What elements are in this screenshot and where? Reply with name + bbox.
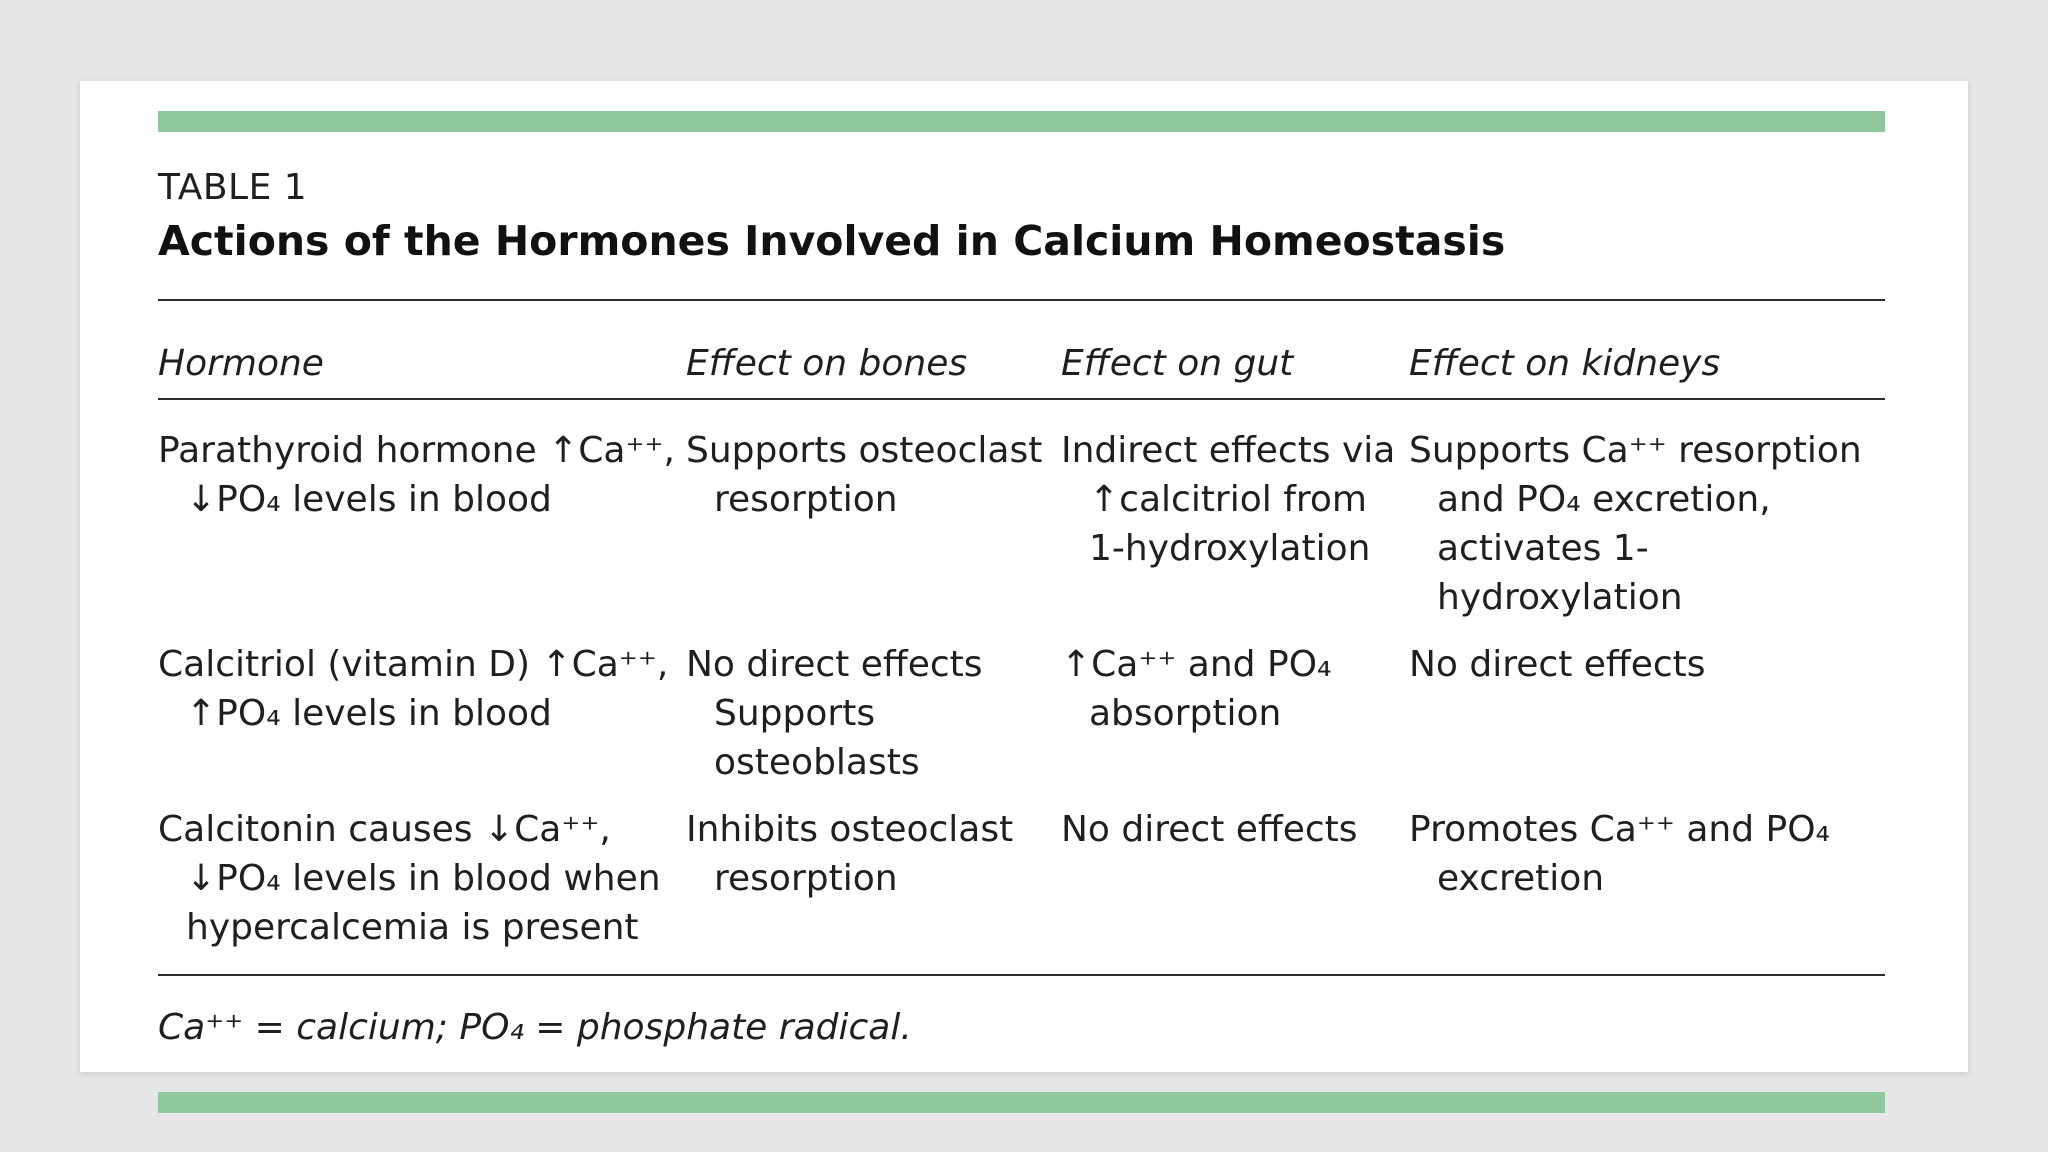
header-effect-on-kidneys: Effect on kidneys xyxy=(1409,343,1721,384)
top-accent-bar xyxy=(158,111,1885,132)
cell-hormone: Parathyroid hormone ↑Ca⁺⁺, ↓PO₄ levels in blood xyxy=(158,430,675,520)
bottom-accent-bar xyxy=(158,1092,1885,1113)
cell-kidneys: Supports Ca⁺⁺ resorption and PO₄ excretion, activates 1-hydroxylation xyxy=(1409,430,1862,618)
cell-bones: No direct effects Supports osteoblasts xyxy=(686,644,983,783)
cell-bones: Supports osteoclast resorption xyxy=(686,430,1043,520)
header-effect-on-gut: Effect on gut xyxy=(1061,343,1294,384)
cell-gut: ↑Ca⁺⁺ and PO₄ absorption xyxy=(1061,644,1332,734)
table-row-calcitonin xyxy=(158,805,1885,952)
cell-hormone: Calcitonin causes ↓Ca⁺⁺, ↓PO₄ levels in blood when hypercalcemia is present xyxy=(158,809,661,948)
table-header-row xyxy=(158,301,1885,398)
header-effect-on-bones: Effect on bones xyxy=(686,343,968,384)
table-row-calcitriol xyxy=(158,640,1885,787)
cell-hormone: Calcitriol (vitamin D) ↑Ca⁺⁺, ↑PO₄ levels in blood xyxy=(158,644,669,734)
cell-gut: No direct effects xyxy=(1061,809,1358,850)
cell-kidneys: No direct effects xyxy=(1409,644,1706,685)
table-title: Actions of the Hormones Involved in Calcium Homeostasis xyxy=(158,217,1506,265)
table-footnote: Ca⁺⁺ = calcium; PO₄ = phosphate radical. xyxy=(158,1007,912,1048)
cell-bones: Inhibits osteoclast resorption xyxy=(686,809,1014,899)
cell-kidneys: Promotes Ca⁺⁺ and PO₄ excretion xyxy=(1409,809,1830,899)
header-hormone: Hormone xyxy=(158,343,324,384)
table-row-parathyroid xyxy=(158,426,1885,622)
table-label: TABLE 1 xyxy=(158,167,308,208)
cell-gut: Indirect effects via ↑calcitriol from 1-hydroxylation xyxy=(1061,430,1396,569)
table-container xyxy=(158,111,1885,1113)
table-card xyxy=(80,81,1968,1072)
table-bottom-rule xyxy=(158,974,1885,976)
table-body xyxy=(158,400,1885,974)
